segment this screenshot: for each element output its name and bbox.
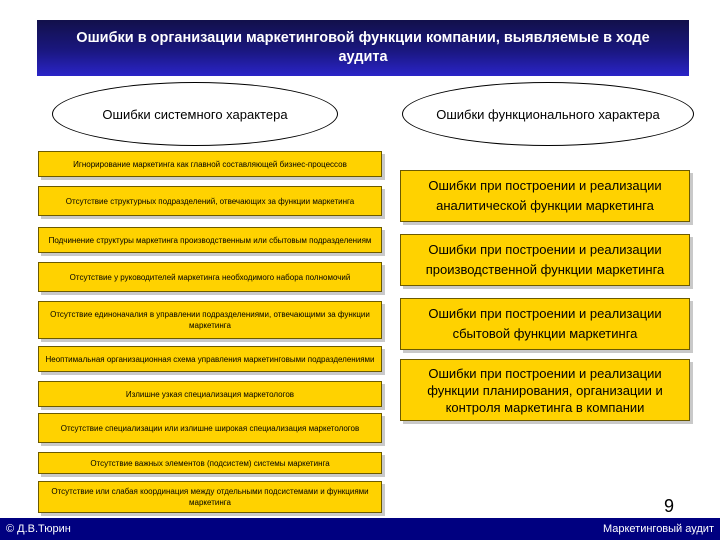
functional-error-box: Ошибки при построении и реализации аналитической функции маркетинга [400,170,690,222]
systemic-error-box: Излишне узкая специализация маркетологов [38,381,382,407]
functional-error-box: Ошибки при построении и реализации сбытовой функции маркетинга [400,298,690,350]
slide-title: Ошибки в организации маркетинговой функции компании, выявляемые в ходе аудита [37,20,689,76]
functional-error-box: Ошибки при построении и реализации производственной функции маркетинга [400,234,690,286]
systemic-error-box: Игнорирование маркетинга как главной составляющей бизнес-процессов [38,151,382,177]
functional-error-box: Ошибки при построении и реализации функции планирования, организации и контроля маркетинга в компании [400,359,690,421]
systemic-error-box: Подчинение структуры маркетинга производственным или сбытовым подразделениям [38,227,382,253]
systemic-error-box: Отсутствие или слабая координация между отдельными подсистемами и функциями маркетинга [38,481,382,513]
footer-bar [0,518,720,540]
functional-errors-header: Ошибки функционального характера [402,82,694,146]
page-number: 9 [664,496,675,516]
systemic-error-box: Отсутствие структурных подразделений, отвечающих за функции маркетинга [38,186,382,216]
systemic-errors-header: Ошибки системного характера [52,82,338,146]
systemic-error-box: Неоптимальная организационная схема управления маркетинговыми подразделениями [38,346,382,372]
systemic-error-box: Отсутствие единоначалия в управлении подразделениями, отвечающими за функции маркетинга [38,301,382,339]
systemic-error-box: Отсутствие важных элементов (подсистем) системы маркетинга [38,452,382,474]
systemic-error-box: Отсутствие специализации или излишне широкая специализация маркетологов [38,413,382,443]
footer-course: Маркетинговый аудит [602,523,714,535]
systemic-error-box: Отсутствие у руководителей маркетинга необходимого набора полномочий [38,262,382,292]
footer-author: © Д.В.Тюрин [6,523,71,535]
